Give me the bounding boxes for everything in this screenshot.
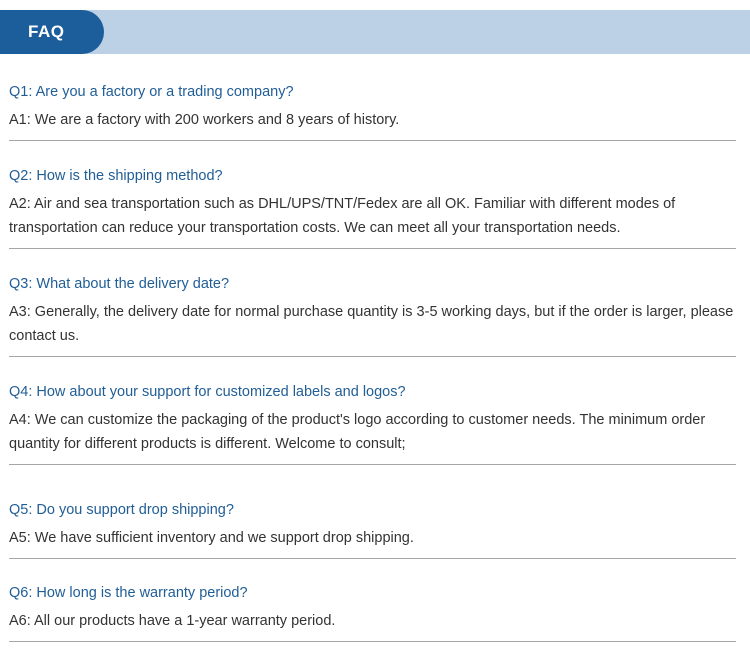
faq-item-4 (9, 357, 736, 465)
faq-question-3: Q3: What about the delivery date? (9, 276, 230, 292)
faq-list (0, 54, 750, 642)
faq-item-3 (9, 249, 736, 357)
faq-question-1: Q1: Are you a factory or a trading company? (9, 84, 294, 100)
faq-question-2: Q2: How is the shipping method? (9, 168, 223, 184)
faq-header-bar (0, 10, 750, 54)
faq-question-4: Q4: How about your support for customized labels and logos? (9, 384, 406, 400)
faq-question-5: Q5: Do you support drop shipping? (9, 502, 234, 518)
faq-answer-4: A4: We can customize the packaging of the product's logo according to customer needs. The minimum order quantity for different products is different. Welcome to consult; (9, 412, 706, 452)
faq-item-5 (9, 465, 736, 559)
faq-item-2 (9, 141, 736, 249)
faq-answer-2: A2: Air and sea transportation such as DHL/UPS/TNT/Fedex are all OK. Familiar with different modes of transportation can reduce your transportation costs. We can meet all your transportation needs. (9, 196, 676, 236)
faq-answer-3: A3: Generally, the delivery date for normal purchase quantity is 3-5 working days, but if the order is larger, please contact us. (9, 304, 734, 344)
faq-header-tab: FAQ (0, 10, 104, 54)
faq-answer-5: A5: We have sufficient inventory and we support drop shipping. (9, 530, 414, 546)
faq-item-1 (9, 54, 736, 141)
faq-item-6 (9, 559, 736, 642)
faq-question-6: Q6: How long is the warranty period? (9, 585, 248, 601)
faq-answer-1: A1: We are a factory with 200 workers and 8 years of history. (9, 112, 400, 128)
faq-answer-6: A6: All our products have a 1-year warranty period. (9, 613, 336, 629)
